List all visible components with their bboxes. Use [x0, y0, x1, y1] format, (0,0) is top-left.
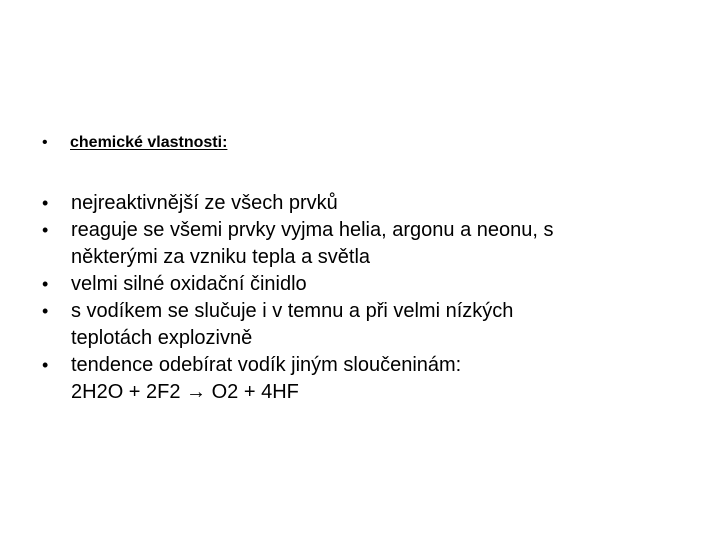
bullet-icon: • — [42, 220, 49, 240]
bullet-icon: • — [42, 301, 49, 321]
list-item-text: velmi silné oxidační činidlo — [71, 273, 307, 295]
list-item — [42, 190, 682, 217]
list-item — [42, 271, 682, 298]
section-heading — [42, 131, 227, 155]
list-item-text: tendence odebírat vodík jiným sloučeninám: 2H2O + 2F2 → O2 + 4HF — [71, 354, 462, 403]
heading-text: chemické vlastnosti: — [70, 134, 228, 151]
list-item-text: nejreaktivnější ze všech prvků — [71, 192, 338, 214]
bullet-icon: • — [42, 134, 48, 151]
bullet-icon: • — [42, 193, 49, 213]
bullet-list — [42, 190, 682, 406]
bullet-icon: • — [42, 274, 49, 294]
list-item-text: reaguje se všemi prvky vyjma helia, argonu a neonu, s některými za vzniku tepla a světla — [71, 219, 554, 268]
list-item-text: s vodíkem se slučuje i v temnu a při velmi nízkých teplotách explozivně — [71, 300, 514, 349]
list-item — [42, 217, 682, 271]
list-item — [42, 298, 682, 352]
bullet-icon: • — [42, 355, 49, 375]
list-item — [42, 352, 682, 406]
